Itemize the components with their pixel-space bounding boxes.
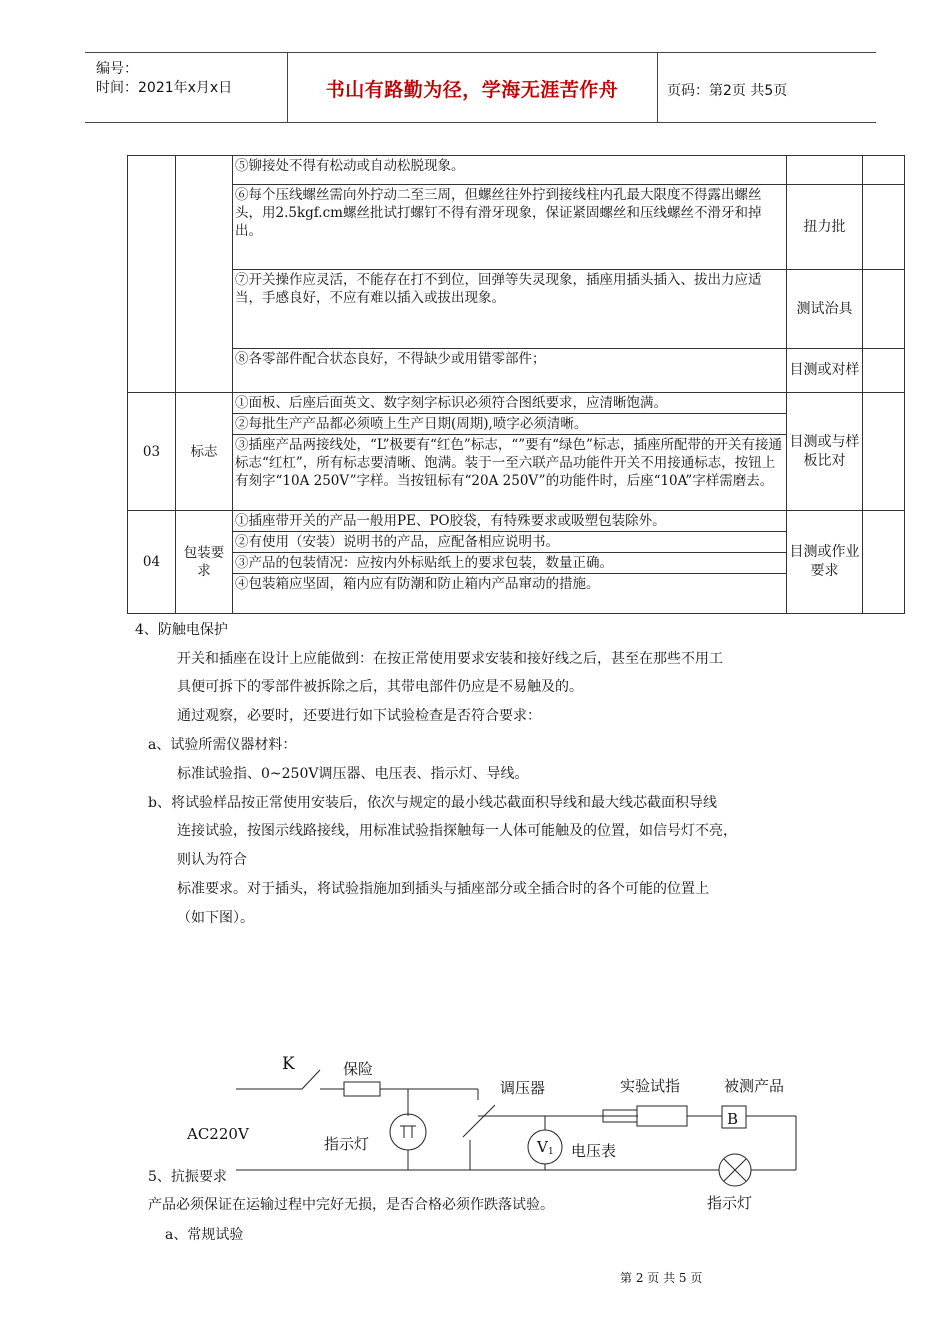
requirement-cell: ②有使用（安装）说明书的产品，应配备相应说明书。 xyxy=(233,532,787,553)
method-cell: 扭力批 xyxy=(787,185,863,270)
regulator-slash xyxy=(463,1105,495,1137)
voltmeter-symbol-label: V xyxy=(537,1138,548,1156)
paragraph: 开关和插座在设计上应能做到：在按正常使用要求安装和接好线之后，甚至在那些不用工 xyxy=(177,651,723,667)
list-item-a: a、常规试验 xyxy=(165,1227,244,1243)
source-label: AC220V xyxy=(187,1125,249,1143)
header-motto: 书山有路勤为径，学海无涯苦作舟 xyxy=(325,79,619,101)
fuse-label: 保险 xyxy=(343,1061,374,1078)
switch-blade xyxy=(302,1070,320,1089)
no-cell: 03 xyxy=(128,393,176,511)
requirement-cell: ③产品的包装情况：应按内外标贴纸上的要求包装，数量正确。 xyxy=(233,553,787,574)
product-box-label: B xyxy=(727,1110,739,1128)
requirement-cell: ①插座带开关的产品一般用PE、PO胶袋，有特殊要求或吸塑包装除外。 xyxy=(233,511,787,532)
list-item-a: a、试验所需仪器材料： xyxy=(148,737,297,753)
method-cell: 测试治具 xyxy=(787,270,863,349)
paragraph: 具便可拆下的零部件被拆除之后，其带电部件仍应是不易触及的。 xyxy=(177,679,583,695)
lamp-2-label: 指示灯 xyxy=(707,1195,753,1212)
requirement-cell: ④包装箱应坚固，箱内应有防潮和防止箱内产品窜动的措施。 xyxy=(233,574,787,614)
requirement-cell: ①面板、后座后面英文、数字刻字标识必须符合图纸要求，应清晰饱满。 xyxy=(233,393,787,414)
voltmeter-label: 电压表 xyxy=(571,1143,617,1160)
test-finger-label: 实验试指 xyxy=(620,1078,681,1095)
section-5-title: 5、抗振要求 xyxy=(148,1169,227,1185)
requirement-cell: ⑥每个压线螺丝需向外拧动二至三周，但螺丝往外拧到接线柱内孔最大限度不得露出螺丝头，用2.5kgf.cm螺丝批试打螺钉不得有滑牙现象，保证紧固螺丝和压线螺丝不滑牙和掉出。 xyxy=(233,185,787,270)
voltmeter-subscript: 1 xyxy=(548,1147,554,1157)
item-cell: 标志 xyxy=(176,393,233,511)
item-cell: 包装要求 xyxy=(176,511,233,614)
paragraph: 产品必须保证在运输过程中完好无损，是否合格必须作跌落试验。 xyxy=(148,1197,554,1213)
header-time-label: 时间：2021年x月x日 xyxy=(96,80,233,96)
requirement-cell: ⑤铆接处不得有松动或自动松脱现象。 xyxy=(233,156,787,185)
requirement-cell: ③插座产品两接线处，“L”极要有“红色”标志，“”要有“绿色”标志，插座所配带的开关有接通标志“红杠”，所有标志要清晰、饱满。装于一至六联产品功能件开关不用接通标志，按钮上有刻字“10A 250V”字样。当按钮标有“20A 250V”的功能件时，后座“10A”字样需磨去。 xyxy=(233,435,787,511)
paragraph: （如下图）。 xyxy=(177,910,254,926)
indicator-lamp-1 xyxy=(390,1114,426,1150)
section-4-title: 4、防触电保护 xyxy=(135,622,228,638)
paragraph: 通过观察，必要时，还要进行如下试验检查是否符合要求： xyxy=(177,708,541,724)
requirement-cell: ⑧各零部件配合状态良好，不得缺少或用错零部件； xyxy=(233,349,787,393)
product-label: 被测产品 xyxy=(724,1078,785,1095)
method-cell: 目测或作业要求 xyxy=(787,511,863,614)
paragraph: 标准试验指、0~250V调压器、电压表、指示灯、导线。 xyxy=(177,766,529,782)
paragraph: 连接试验，按图示线路接线，用标准试验指探触每一人体可能触及的位置，如信号灯不亮， xyxy=(177,823,737,839)
header-number-label: 编号： xyxy=(96,61,138,77)
paragraph: 则认为符合 xyxy=(177,852,247,868)
method-cell: 目测或与样板比对 xyxy=(787,393,863,511)
regulator-label: 调压器 xyxy=(500,1080,546,1097)
switch-label: K xyxy=(282,1054,295,1074)
requirement-cell: ⑦开关操作应灵活，不能存在打不到位，回弹等失灵现象，插座用插头插入、拔出力应适当，手感良好，不应有难以插入或拔出现象。 xyxy=(233,270,787,349)
lamp-1-label: 指示灯 xyxy=(324,1136,370,1153)
requirement-cell: ②每批生产产品都必须喷上生产日期(周期),喷字必须清晰。 xyxy=(233,414,787,435)
no-cell: 04 xyxy=(128,511,176,614)
header-page-info: 页码：第2页 共5页 xyxy=(667,83,788,99)
test-finger-body xyxy=(637,1106,687,1126)
list-item-b: b、将试验样品按正常使用安装后，依次与规定的最小线芯截面积导线和最大线芯截面积导线 xyxy=(148,795,717,811)
paragraph: 标准要求。对于插头，将试验指施加到插头与插座部分或全插合时的各个可能的位置上 xyxy=(177,881,709,897)
page-footer: 第 2 页 共 5 页 xyxy=(620,1271,703,1285)
method-cell: 目测或对样 xyxy=(787,349,863,393)
fuse-symbol xyxy=(344,1082,380,1096)
